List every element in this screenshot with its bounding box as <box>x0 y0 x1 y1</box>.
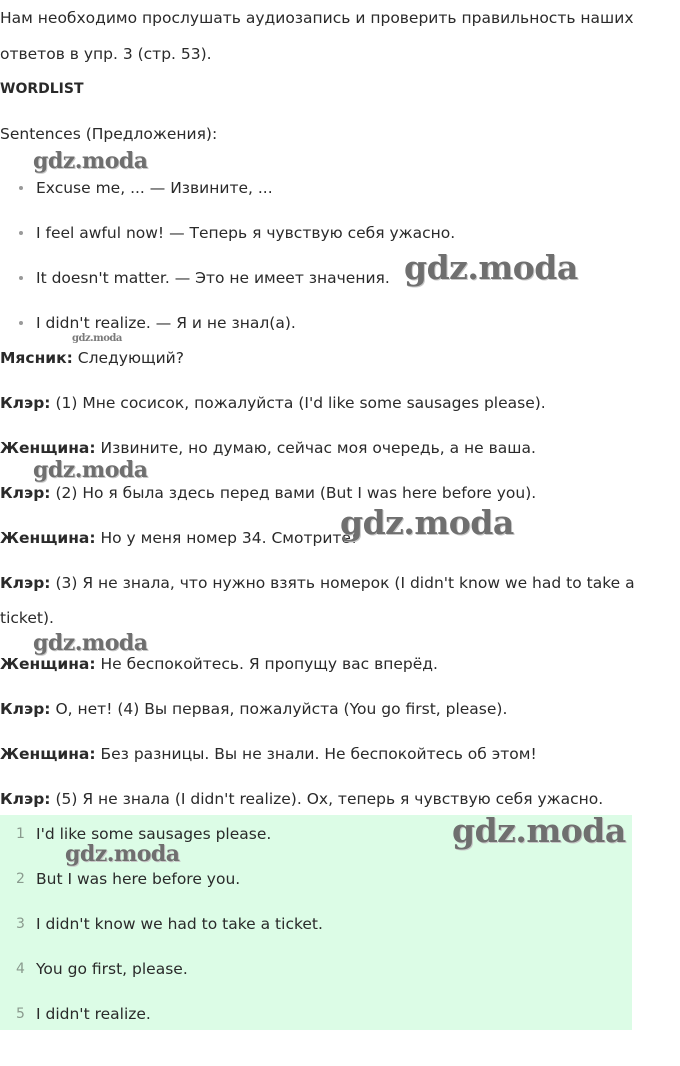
wordlist-heading: WORDLIST <box>0 81 84 97</box>
speaker-name: Клэр: <box>0 700 51 718</box>
speaker-name: Клэр: <box>0 574 51 592</box>
speaker-name: Женщина: <box>0 745 96 763</box>
dialogue-line <box>0 483 536 503</box>
dialogue-line <box>0 348 184 368</box>
bullet-item: I feel awful now! — Теперь я чувствую себя ужасно. <box>36 224 456 242</box>
answer-number: 4 <box>16 961 25 977</box>
watermark: gdz.moda <box>33 630 148 656</box>
speech-text: Извините, но думаю, сейчас моя очередь, а не ваша. <box>95 439 536 457</box>
answer-number: 1 <box>16 826 25 842</box>
answer-text: I didn't realize. <box>36 1005 151 1023</box>
dialogue-line <box>0 744 537 764</box>
bullet-dot <box>19 186 23 190</box>
intro-line-2: ответов в упр. 3 (стр. 53). <box>0 45 212 63</box>
speech-text: (3) Я не знала, что нужно взять номерок (I didn't know we had to take a <box>50 574 635 592</box>
dialogue-line-continuation: ticket). <box>0 609 54 627</box>
speech-text: (1) Мне сосисок, пожалуйста (I'd like some sausages please). <box>50 394 546 412</box>
watermark: gdz.moda <box>404 248 578 287</box>
answer-text: I didn't know we had to take a ticket. <box>36 915 323 933</box>
answer-text: But I was here before you. <box>36 870 241 888</box>
bullet-dot <box>19 231 23 235</box>
dialogue-line <box>0 528 357 548</box>
dialogue-line <box>0 573 635 593</box>
answer-text: I'd like some sausages please. <box>36 825 272 843</box>
dialogue-line <box>0 699 507 719</box>
answer-number: 5 <box>16 1006 25 1022</box>
watermark: gdz.moda <box>65 841 180 867</box>
bullet-item: I didn't realize. — Я и не знал(а). <box>36 314 296 332</box>
speaker-name: Женщина: <box>0 655 96 673</box>
speech-text: О, нет! (4) Вы первая, пожалуйста (You go first, please). <box>50 700 508 718</box>
speaker-name: Женщина: <box>0 529 96 547</box>
speech-text: (2) Но я была здесь перед вами (But I was here before you). <box>50 484 537 502</box>
dialogue-line <box>0 789 603 809</box>
watermark: gdz.moda <box>33 148 148 174</box>
answer-text: You go first, please. <box>36 960 188 978</box>
bullet-item: It doesn't matter. — Это не имеет значения. <box>36 269 390 287</box>
answer-number: 3 <box>16 916 25 932</box>
bullet-dot <box>19 321 23 325</box>
dialogue-line <box>0 438 536 458</box>
bullet-item: Excuse me, ... — Извините, ... <box>36 179 273 197</box>
speaker-name: Клэр: <box>0 790 51 808</box>
speaker-name: Клэр: <box>0 484 51 502</box>
speech-text: Не беспокойтесь. Я пропущу вас вперёд. <box>95 655 438 673</box>
watermark: gdz.moda <box>33 457 148 483</box>
dialogue-line <box>0 654 438 674</box>
speech-text: (5) Я не знала (I didn't realize). Ох, теперь я чувствую себя ужасно. <box>50 790 604 808</box>
dialogue-line <box>0 393 546 413</box>
sentences-heading: Sentences (Предложения): <box>0 125 218 143</box>
watermark: gdz.moda <box>452 811 626 850</box>
speaker-name: Мясник: <box>0 349 73 367</box>
answer-number: 2 <box>16 871 25 887</box>
speech-text: Следующий? <box>72 349 184 367</box>
speaker-name: Женщина: <box>0 439 96 457</box>
speech-text: Но у меня номер 34. Смотрите! <box>95 529 358 547</box>
watermark: gdz.moda <box>340 503 514 542</box>
speech-text: Без разницы. Вы не знали. Не беспокойтесь об этом! <box>95 745 537 763</box>
bullet-dot <box>19 276 23 280</box>
intro-line-1: Нам необходимо прослушать аудиозапись и проверить правильность наших <box>0 9 634 27</box>
speaker-name: Клэр: <box>0 394 51 412</box>
watermark: gdz.moda <box>72 333 122 344</box>
